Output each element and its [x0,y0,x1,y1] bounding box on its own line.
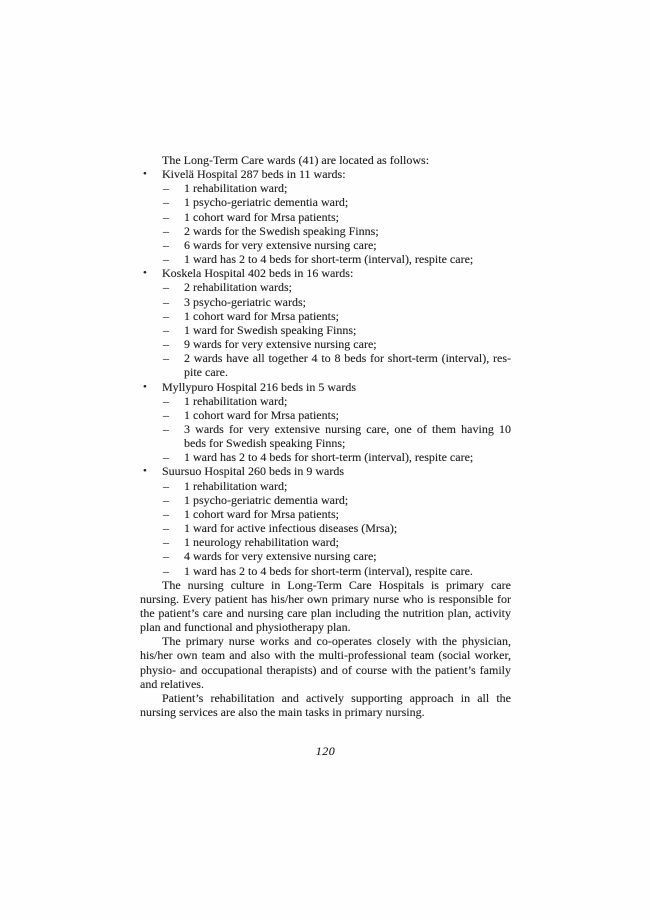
text-line: The Long-Term Care wards (41) are located as follows: [162,153,430,167]
text-line: 1 rehabilitation ward; [184,181,288,196]
text-line: 1 ward has 2 to 4 beds for short-term (interval), respite care. [184,563,473,578]
text-line: 2 wards have all together 4 to 8 beds for short-term (interval), res- [184,351,511,366]
list-item [140,210,511,224]
text-line: physio- and occupational therapists) and of course with the patient’s family [140,662,511,677]
list-item [140,549,511,563]
text-line: and relatives. [140,676,204,691]
dash-icon: – [163,506,169,521]
text-line: 1 cohort ward for Mrsa patients; [184,407,339,422]
list-item [140,394,511,408]
text-line: 1 neurology rehabilitation ward; [184,535,339,550]
text-line: 1 psycho-geriatric dementia ward; [184,195,349,210]
list-item [140,195,511,209]
list-item [140,450,511,464]
dash-icon: – [163,563,169,578]
dash-icon: – [163,181,169,196]
list-item [140,351,511,379]
hospital-title: Myllypuro Hospital 216 beds in 5 wards [162,379,356,394]
text-line: The nursing culture in Long-Term Care Hospitals is primary care [162,577,511,592]
list-item [140,521,511,535]
text-line: the patient’s care and nursing care plan including the nutrition plan, activity [140,606,511,620]
bullet-item [140,167,511,181]
list-item [140,337,511,351]
list-item [140,238,511,252]
bullet-icon: • [143,267,147,280]
dash-icon: – [163,407,169,422]
text-line: 1 cohort ward for Mrsa patients; [184,209,339,224]
text-line: 1 ward for Swedish speaking Finns; [184,322,357,337]
bullet-icon: • [143,168,147,181]
text-line: 2 wards for the Swedish speaking Finns; [184,223,379,238]
list-item [140,422,511,450]
text-line: 1 cohort ward for Mrsa patients; [184,308,339,323]
text-line: 1 ward for active infectious diseases (Mrsa); [184,521,398,536]
bullet-item [140,266,511,280]
dash-icon: – [163,223,169,238]
bullet-item [140,380,511,394]
hospital-title: Koskela Hospital 402 beds in 16 wards: [162,266,354,281]
text-line: his/her own team and also with the multi-professional team (social worker, [140,648,511,663]
dash-icon: – [163,252,169,267]
list-item [140,181,511,195]
list-item [140,408,511,422]
text-line: 1 rehabilitation ward; [184,393,288,408]
dash-icon: – [163,421,169,436]
text-line: pite care. [184,365,228,380]
list-item [140,295,511,309]
paragraph [140,153,511,167]
text-line: plan and functional and physiotherapy plan. [140,620,351,635]
dash-icon: – [163,535,169,550]
dash-icon: – [163,351,169,366]
bullet-item [140,464,511,478]
text-line: 1 cohort ward for Mrsa patients; [184,506,339,521]
dash-icon: – [163,478,169,493]
text-line: 3 psycho-geriatric wards; [184,294,306,309]
dash-icon: – [163,492,169,507]
text-line: Patient’s rehabilitation and actively supporting approach in all the [162,690,511,705]
text-line: 4 wards for very extensive nursing care; [184,549,377,564]
page-number: 120 [315,744,336,758]
text-line: 3 wards for very extensive nursing care, one of them having 10 [184,421,511,436]
dash-icon: – [163,195,169,210]
dash-icon: – [163,322,169,337]
dash-icon: – [163,450,169,465]
list-item [140,507,511,521]
dash-icon: – [163,294,169,309]
text-line: 1 rehabilitation ward; [184,478,288,493]
list-item [140,535,511,549]
dash-icon: – [163,337,169,352]
text-line: 9 wards for very extensive nursing care; [184,337,377,352]
bullet-icon: • [143,465,147,478]
text-line: 1 ward has 2 to 4 beds for short-term (interval), respite care; [184,450,474,465]
text-line: 2 rehabilitation wards; [184,280,292,295]
dash-icon: – [163,393,169,408]
dash-icon: – [163,209,169,224]
list-item [140,323,511,337]
list-item [140,564,511,578]
paragraph [140,691,511,719]
dash-icon: – [163,280,169,295]
list-item [140,252,511,266]
list-item [140,224,511,238]
paragraph [140,578,511,635]
bullet-icon: • [143,380,147,393]
text-line: 1 ward has 2 to 4 beds for short-term (interval), respite care; [184,252,474,267]
list-item [140,309,511,323]
list-item [140,493,511,507]
paragraph [140,634,511,691]
dash-icon: – [163,549,169,564]
dash-icon: – [163,308,169,323]
text-line: nursing. Every patient has his/her own primary nurse who is responsible for [140,591,511,606]
document-content [140,153,511,719]
text-line: The primary nurse works and co-operates closely with the physician, [162,634,511,649]
list-item [140,280,511,294]
text-line: 6 wards for very extensive nursing care; [184,237,377,252]
dash-icon: – [163,521,169,536]
text-line: 1 psycho-geriatric dementia ward; [184,492,349,507]
text-line: nursing services are also the main tasks in primary nursing. [140,705,425,720]
hospital-title: Kivelä Hospital 287 beds in 11 wards: [162,167,346,182]
hospital-title: Suursuo Hospital 260 beds in 9 wards [162,464,344,479]
list-item [140,479,511,493]
text-line: beds for Swedish speaking Finns; [184,436,346,451]
dash-icon: – [163,237,169,252]
